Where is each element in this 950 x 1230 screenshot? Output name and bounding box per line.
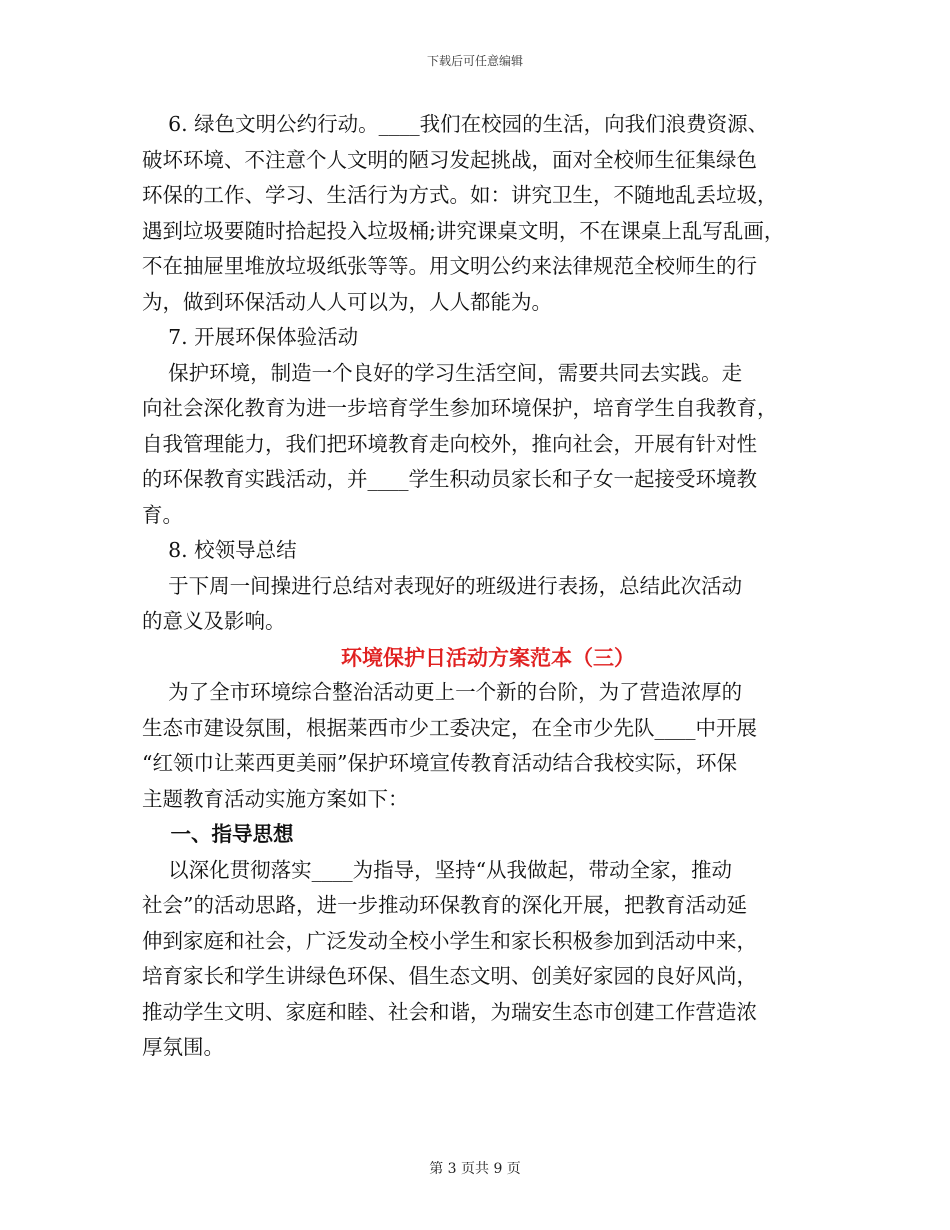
text-line: 以深化贯彻落实____为指导，坚持“从我做起，带动全家，推动 xyxy=(142,857,733,882)
section-heading: 一、指导思想 xyxy=(142,822,294,846)
text-line: 的环保教育实践活动，并____学生积动员家长和子女一起接受环境教 xyxy=(142,467,757,491)
text-line: 的意义及影响。 xyxy=(142,609,286,633)
text-line: 生态市建设氛围，根据莱西市少工委决定，在全市少先队____中开展 xyxy=(142,715,757,740)
text-line: 环保的工作、学习、生活行为方式。如：讲究卫生，不随地乱丢垃圾， xyxy=(142,183,778,207)
text-line: 保护环境，制造一个良好的学习生活空间，需要共同去实践。走 xyxy=(142,360,743,385)
document-title: 环境保护日活动方案范本（三） xyxy=(341,644,635,670)
text-line: 6. 绿色文明公约行动。____我们在校园的生活，向我们浪费资源、 xyxy=(142,112,769,136)
text-line: 社会”的活动思路，进一步推动环保教育的深化开展，把教育活动延 xyxy=(142,893,747,917)
text-line: 破坏环境、不注意个人文明的陋习发起挑战，面对全校师生征集绿色 xyxy=(142,147,757,172)
section-heading: 7. 开展环保体验活动 xyxy=(142,325,359,349)
text-line: 向社会深化教育为进一步培育学生参加环境保护，培育学生自我教育， xyxy=(142,396,778,420)
text-line: 主题教育活动实施方案如下： xyxy=(142,786,409,811)
section-heading: 8. 校领导总结 xyxy=(142,538,297,562)
text-line: 为了全市环境综合整治活动更上一个新的台阶，为了营造浓厚的 xyxy=(142,680,743,704)
text-line: 推动学生文明、家庭和睦、社会和谐，为瑞安生态市创建工作营造浓 xyxy=(142,999,757,1024)
page-header: 下载后可任意编辑 xyxy=(426,54,523,68)
text-line: 育。 xyxy=(142,502,183,527)
text-line: 为，做到环保活动人人可以为，人人都能为。 xyxy=(142,289,552,314)
text-line: 伸到家庭和社会，广泛发动全校小学生和家长积极参加到活动中来， xyxy=(142,928,757,953)
text-line: “红领巾让莱西更美丽”保护环境宣传教育活动结合我校实际，环保 xyxy=(142,751,737,775)
text-line: 不在抽屉里堆放垃圾纸张等等。用文明公约来法律规范全校师生的行 xyxy=(142,254,757,278)
text-line: 培育家长和学生讲绿色环保、倡生态文明、创美好家园的良好风尚， xyxy=(142,964,757,988)
text-line: 自我管理能力，我们把环境教育走向校外，推向社会，开展有针对性 xyxy=(142,431,757,456)
document-body xyxy=(142,107,814,1066)
text-line: 遇到垃圾要随时拾起投入垃圾桶;讲究课桌文明，不在课桌上乱写乱画， xyxy=(142,218,785,243)
text-line: 于下周一间操进行总结对表现好的班级进行表扬，总结此次活动 xyxy=(142,573,743,598)
text-line: 厚氛围。 xyxy=(142,1035,224,1059)
page-footer: 第 3 页共 9 页 xyxy=(429,1161,521,1177)
